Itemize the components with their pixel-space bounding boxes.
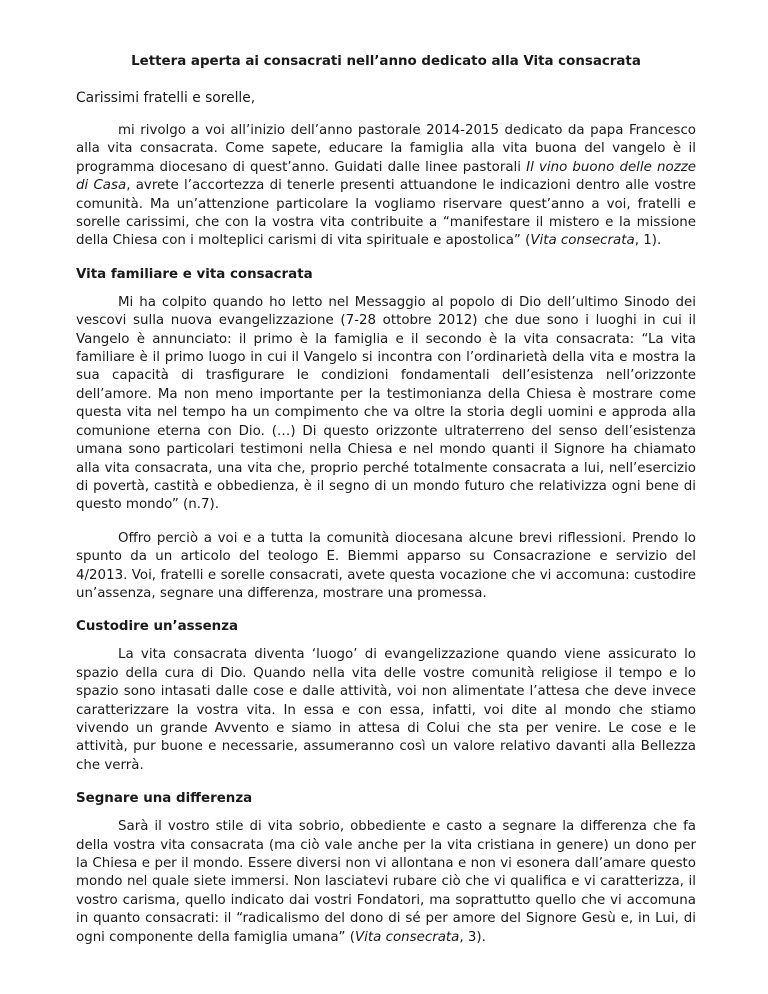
intro-text-c: , 1). — [634, 233, 662, 249]
section3-text-b: , 3). — [459, 929, 486, 945]
section1-paragraph-2: Offro perciò a voi e a tutta la comunità diocesana alcune brevi riflessioni. Prendo lo spunto da un articolo del teologo E. Biemmi apparso su Consacrazione e servizio del 4/2013. Voi, fratelli e sorelle consacrati, avete questa vocazione che vi accomuna: custodire un’assenza, segnare una differenza, mostrare una promessa. — [76, 530, 696, 601]
section-heading-custodire: Custodire un’assenza — [76, 619, 239, 635]
letter-page — [76, 52, 696, 962]
intro-citation: Vita consecrata — [530, 233, 635, 249]
section1-paragraph-1: Mi ha colpito quando ho letto nel Messaggio al popolo di Dio dell’ultimo Sinodo dei vescovi sulla nuova evangelizzazione (7-28 ottobre 2012) che due sono i luoghi in cui il Vangelo è annunciato: il primo è la famiglia e il secondo è la vita consacrata: “La vita familiare è il primo luogo in cui il Vangelo si incontra con l’ordinarietà della vita e mostra la sua capacità di trasfigurare le condizioni fondamentali dell’esistenza nell’orizzonte dell’amore. Ma non meno importante per la testimonianza della Chiesa è mostrare come questa vita nel tempo ha un compimento che va oltre la storia degli uomini e approda alla comunione eterna con Dio. (…) Di questo orizzonte ultraterreno del senso dell’esistenza umana sono particolari testimoni nella Chiesa e nel mondo quanti il Signore ha chiamato alla vita consacrata, una vita che, proprio perché totalmente consacrata a lui, nell’esercizio di povertà, castità e obbedienza, è il segno di un mondo futuro che relativizza ogni bene di questo mondo” (n.7). — [76, 294, 696, 513]
section2-paragraph-1: La vita consacrata diventa ‘luogo’ di evangelizzazione quando viene assicurato lo spazio della cura di Dio. Quando nella vita delle vostre comunità religiose il tempo e lo spazio sono intasati dalle cose e dalle attività, voi non alimentate l’attesa che deve invece caratterizzare la vostra vita. In essa e con essa, infatti, voi dite al mondo che stiamo vivendo un grande Avvento e siamo in attesa di Colui che sta per venire. Le cose e le attività, pur buone e necessarie, assumeranno così un valore relativo davanti alla Bellezza che verrà. — [76, 647, 696, 773]
intro-text-a: mi rivolgo a voi all’inizio dell’anno pastorale 2014-2015 dedicato da papa Francesco alla vita consacrata. Come sapete, educare la famiglia alla vita buona del vangelo è il programma diocesano di quest’anno. Guidati dalle linee pastorali — [76, 123, 696, 175]
section-heading-segnare: Segnare una differenza — [76, 791, 253, 807]
section-heading-vita-familiare: Vita familiare e vita consacrata — [76, 266, 313, 282]
intro-paragraph — [76, 122, 696, 251]
section3-citation: Vita consecrata — [354, 929, 460, 945]
intro-text-b: , avrete l’accortezza di tenerle presenti attuandone le indicazioni dentro alle vostre comunità. Ma un’attenzione particolare la vogliamo riservare quest’anno a voi, fratelli e sorelle carissimi, che con la vostra vita contribuite a “manifestare il mistero e la missione della Chiesa con i molteplici carismi di vita spirituale e apostolica” ( — [76, 178, 696, 249]
intro-italic-title: Il vino buono delle nozze di Casa — [76, 159, 696, 194]
section3-paragraph-1 — [76, 818, 696, 947]
greeting: Carissimi fratelli e sorelle, — [76, 90, 256, 106]
section3-text-a: Sarà il vostro stile di vita sobrio, obbediente e casto a segnare la differenza che fa della vostra vita consacrata (ma ciò vale anche per la vita cristiana in genere) un dono per la Chiesa e per il mondo. Essere diversi non vi allontana e non vi esonera dall’amare questo mondo nel quale siete immersi. Non lasciatevi rubare ciò che vi qualifica e vi caratterizza, il vostro carisma, quello indicato dai vostri Fondatori, ma soprattutto quello che vi accomuna in quanto consacrati: il “radicalismo del dono di sé per amore del Signore Gesù e, in Lui, di ogni componente della famiglia umana” ( — [76, 819, 696, 945]
document-title: Lettera aperta ai consacrati nell’anno dedicato alla Vita consacrata — [131, 54, 641, 69]
